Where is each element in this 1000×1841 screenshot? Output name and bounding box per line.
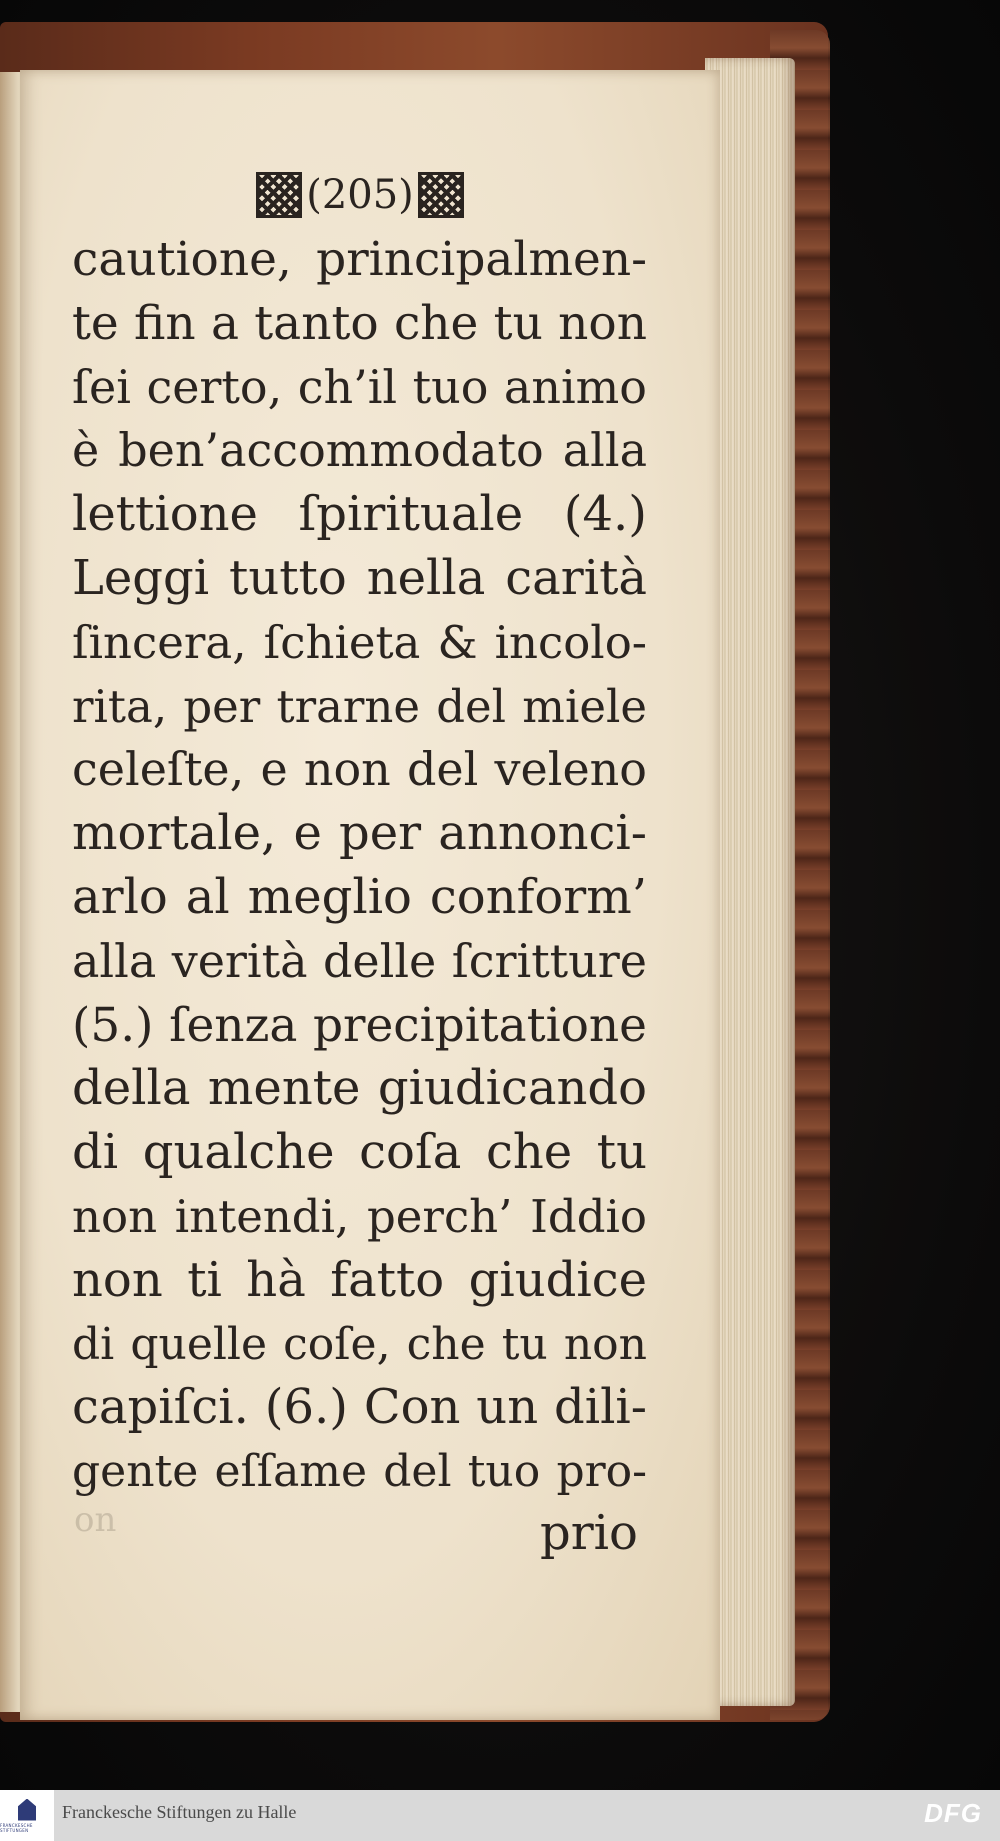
text-line: della mente giudicando xyxy=(72,1060,647,1117)
page-number: (205) xyxy=(306,172,414,218)
logo-mark-icon xyxy=(18,1799,36,1821)
institution-name[interactable]: Franckesche Stiftungen zu Halle xyxy=(62,1802,297,1822)
footer-bar xyxy=(0,1790,1000,1841)
text-line: gente eſſame del tuo pro- xyxy=(72,1446,647,1498)
text-line: di quelle coſe, che tu non xyxy=(72,1318,647,1370)
text-line: celeſte, e non del veleno xyxy=(72,742,647,797)
page-text xyxy=(72,228,647,1504)
text-line: alla verità delle ſcritture xyxy=(72,933,647,988)
text-line: (5.) ſenza precipitatione xyxy=(72,997,647,1053)
logo-text: FRANCKESCHE STIFTUNGEN xyxy=(0,1822,33,1833)
text-line: ſei certo, ch’il tuo animo xyxy=(72,359,647,414)
dfg-logo[interactable]: DFG xyxy=(924,1798,982,1828)
ornament-left-icon xyxy=(256,172,302,218)
institution-logo[interactable] xyxy=(0,1790,54,1841)
text-line: ſincera, ſchieta & incolo- xyxy=(72,615,647,669)
text-line: è ben’accommodato alla xyxy=(72,423,647,478)
page-header xyxy=(240,160,480,230)
catchword: prio xyxy=(540,1505,638,1561)
text-line: rita, per trarne del miele xyxy=(72,679,647,733)
ornament-right-icon xyxy=(418,172,464,218)
text-line: mortale, e per annonci- xyxy=(72,805,647,862)
text-line: Leggi tutto nella carità xyxy=(72,549,647,606)
text-line: non ti hà fatto giudice xyxy=(72,1251,647,1308)
text-line: cautione, principalmen- xyxy=(72,232,647,287)
text-line: capiſci. (6.) Con un dili- xyxy=(72,1379,647,1436)
text-line: arlo al meglio conform’ xyxy=(72,868,647,925)
text-line: di qualche coſa che tu xyxy=(72,1124,647,1181)
faint-catchword: on xyxy=(74,1500,117,1540)
text-line: lettione ſpirituale (4.) xyxy=(72,486,647,543)
text-line: te fin a tanto che tu non xyxy=(72,295,647,351)
text-line: non intendi, perch’ Iddio xyxy=(72,1189,647,1243)
